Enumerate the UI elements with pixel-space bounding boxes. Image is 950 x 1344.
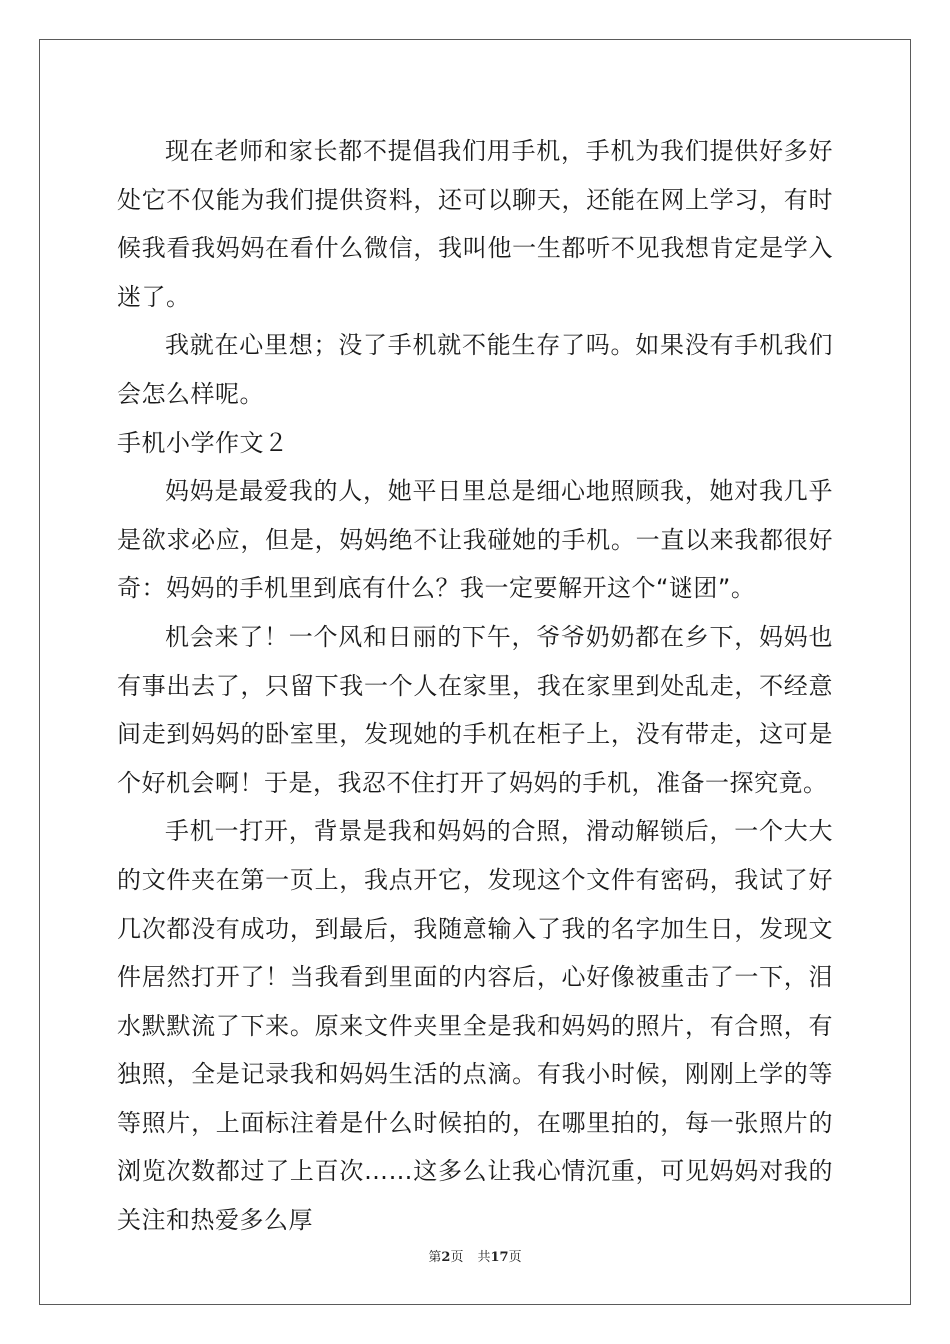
page-suffix: 页 xyxy=(450,1250,464,1265)
page-footer xyxy=(0,1246,950,1265)
page-total: 17 xyxy=(490,1250,509,1265)
page-current: 2 xyxy=(441,1250,451,1265)
total-prefix: 共 xyxy=(477,1250,491,1265)
paragraph-3: 妈妈是最爱我的人，她平日里总是细心地照顾我，她对我几乎是欲求必应，但是，妈妈绝不让我碰她的手机。一直以来我都很好奇：妈妈的手机里到底有什么？我一定要解开这个“谜团”。 xyxy=(117,477,833,603)
document-body xyxy=(117,127,833,1245)
paragraph-5: 手机一打开，背景是我和妈妈的合照，滑动解锁后，一个大大的文件夹在第一页上，我点开它，发现这个文件有密码，我试了好几次都没有成功，到最后，我随意输入了我的名字加生日，发现文件居然打开了！当我看到里面的内容后，心好像被重击了一下，泪水默默流了下来。原来文件夹里全是我和妈妈的照片，有合照，有独照，全是记录我和妈妈生活的点滴。有我小时候，刚刚上学的等等照片，上面标注着是什么时候拍的，在哪里拍的，每一张照片的浏览次数都过了上百次……这多么让我心情沉重，可见妈妈对我的关注和热爱多么厚 xyxy=(117,817,833,1235)
paragraph-1: 现在老师和家长都不提倡我们用手机，手机为我们提供好多好处它不仅能为我们提供资料，还可以聊天，还能在网上学习，有时候我看我妈妈在看什么微信，我叫他一生都听不见我想肯定是学入迷了。 xyxy=(117,137,833,311)
paragraph-4: 机会来了！一个风和日丽的下午，爷爷奶奶都在乡下，妈妈也有事出去了，只留下我一个人在家里，我在家里到处乱走，不经意间走到妈妈的卧室里，发现她的手机在柜子上，没有带走，这可是个好机会啊！于是，我忍不住打开了妈妈的手机，准备一探究竟。 xyxy=(117,622,833,797)
total-suffix: 页 xyxy=(508,1250,522,1265)
page-prefix: 第 xyxy=(428,1250,442,1265)
section-title: 手机小学作文２ xyxy=(117,428,289,457)
paragraph-2: 我就在心里想；没了手机就不能生存了吗。如果没有手机我们会怎么样呢。 xyxy=(117,331,833,408)
